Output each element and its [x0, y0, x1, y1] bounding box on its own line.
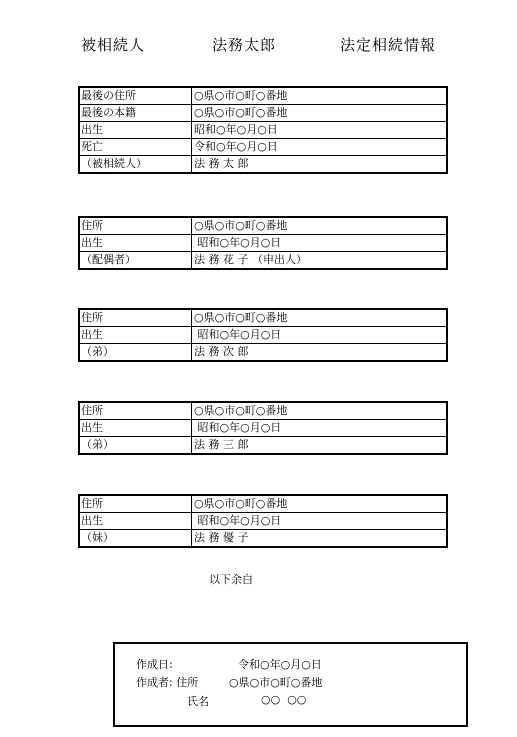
table-row	[80, 138, 446, 155]
table-row	[80, 436, 446, 453]
table-row	[80, 155, 446, 172]
spouse-table	[78, 216, 448, 270]
creator-name-value: ○○ ○○	[261, 693, 307, 706]
creator-box	[113, 642, 468, 727]
table-row	[80, 88, 446, 104]
row-label: （弟）	[80, 344, 192, 360]
row-value: ○県○市○町○番地	[194, 497, 288, 510]
row-label: 住所	[80, 496, 192, 512]
deceased-label: 被相続人	[81, 36, 146, 54]
row-label: 死亡	[80, 139, 192, 155]
row-value: ○県○市○町○番地	[194, 311, 288, 324]
row-label: 出生	[80, 235, 192, 251]
table-row	[80, 512, 446, 529]
deceased-table	[78, 86, 448, 174]
row-label: 出生	[80, 420, 192, 436]
table-row	[80, 218, 446, 234]
row-value: 法 務 太 郎	[194, 157, 249, 170]
table-row	[80, 326, 446, 343]
row-label: 最後の本籍	[80, 105, 192, 121]
row-value: 法 務 次 郎	[194, 345, 249, 358]
row-value: 昭和○年○月○日	[194, 514, 282, 527]
row-label: 出生	[80, 122, 192, 138]
row-label: 最後の住所	[80, 88, 192, 104]
table-row	[80, 251, 446, 268]
row-label: （弟）	[80, 437, 192, 453]
row-value: 昭和○年○月○日	[194, 123, 278, 136]
row-label: 出生	[80, 513, 192, 529]
brother-table	[78, 308, 448, 362]
row-value: 昭和○年○月○日	[194, 236, 282, 249]
row-value: 昭和○年○月○日	[194, 421, 282, 434]
creator-name-label: 氏名	[187, 695, 209, 708]
table-row	[80, 121, 446, 138]
document-title: 法定相続情報	[340, 36, 437, 54]
row-value: 法 務 三 郎	[194, 438, 249, 451]
row-label: （妹）	[80, 530, 192, 546]
row-label: （被相続人）	[80, 156, 192, 172]
creation-date-value: 令和○年○月○日	[238, 658, 322, 671]
table-row	[80, 234, 446, 251]
row-label: 住所	[80, 403, 192, 419]
row-label: 住所	[80, 218, 192, 234]
creator-address-label: 作成者: 住所	[136, 676, 199, 689]
row-value: 令和○年○月○日	[194, 140, 278, 153]
creation-date-label: 作成日:	[136, 658, 173, 671]
deceased-name: 法務太郎	[212, 36, 277, 54]
row-label: （配偶者）	[80, 252, 192, 268]
row-label: 住所	[80, 310, 192, 326]
row-value: ○県○市○町○番地	[194, 89, 288, 102]
table-row	[80, 343, 446, 360]
table-row	[80, 403, 446, 419]
table-row	[80, 104, 446, 121]
table-row	[80, 310, 446, 326]
row-label: 出生	[80, 327, 192, 343]
row-value: ○県○市○町○番地	[194, 219, 288, 232]
row-value: 昭和○年○月○日	[194, 328, 282, 341]
row-value: 法 務 花 子 （申出人）	[194, 253, 307, 266]
row-value: ○県○市○町○番地	[194, 404, 288, 417]
table-row	[80, 496, 446, 512]
brother-table-2	[78, 401, 448, 455]
creator-address-value: ○県○市○町○番地	[229, 676, 323, 689]
table-row	[80, 419, 446, 436]
row-value: 法 務 優 子	[194, 531, 249, 544]
remaining-blank-note: 以下余白	[209, 573, 253, 586]
sister-table	[78, 494, 448, 548]
row-value: ○県○市○町○番地	[194, 106, 288, 119]
table-row	[80, 529, 446, 546]
